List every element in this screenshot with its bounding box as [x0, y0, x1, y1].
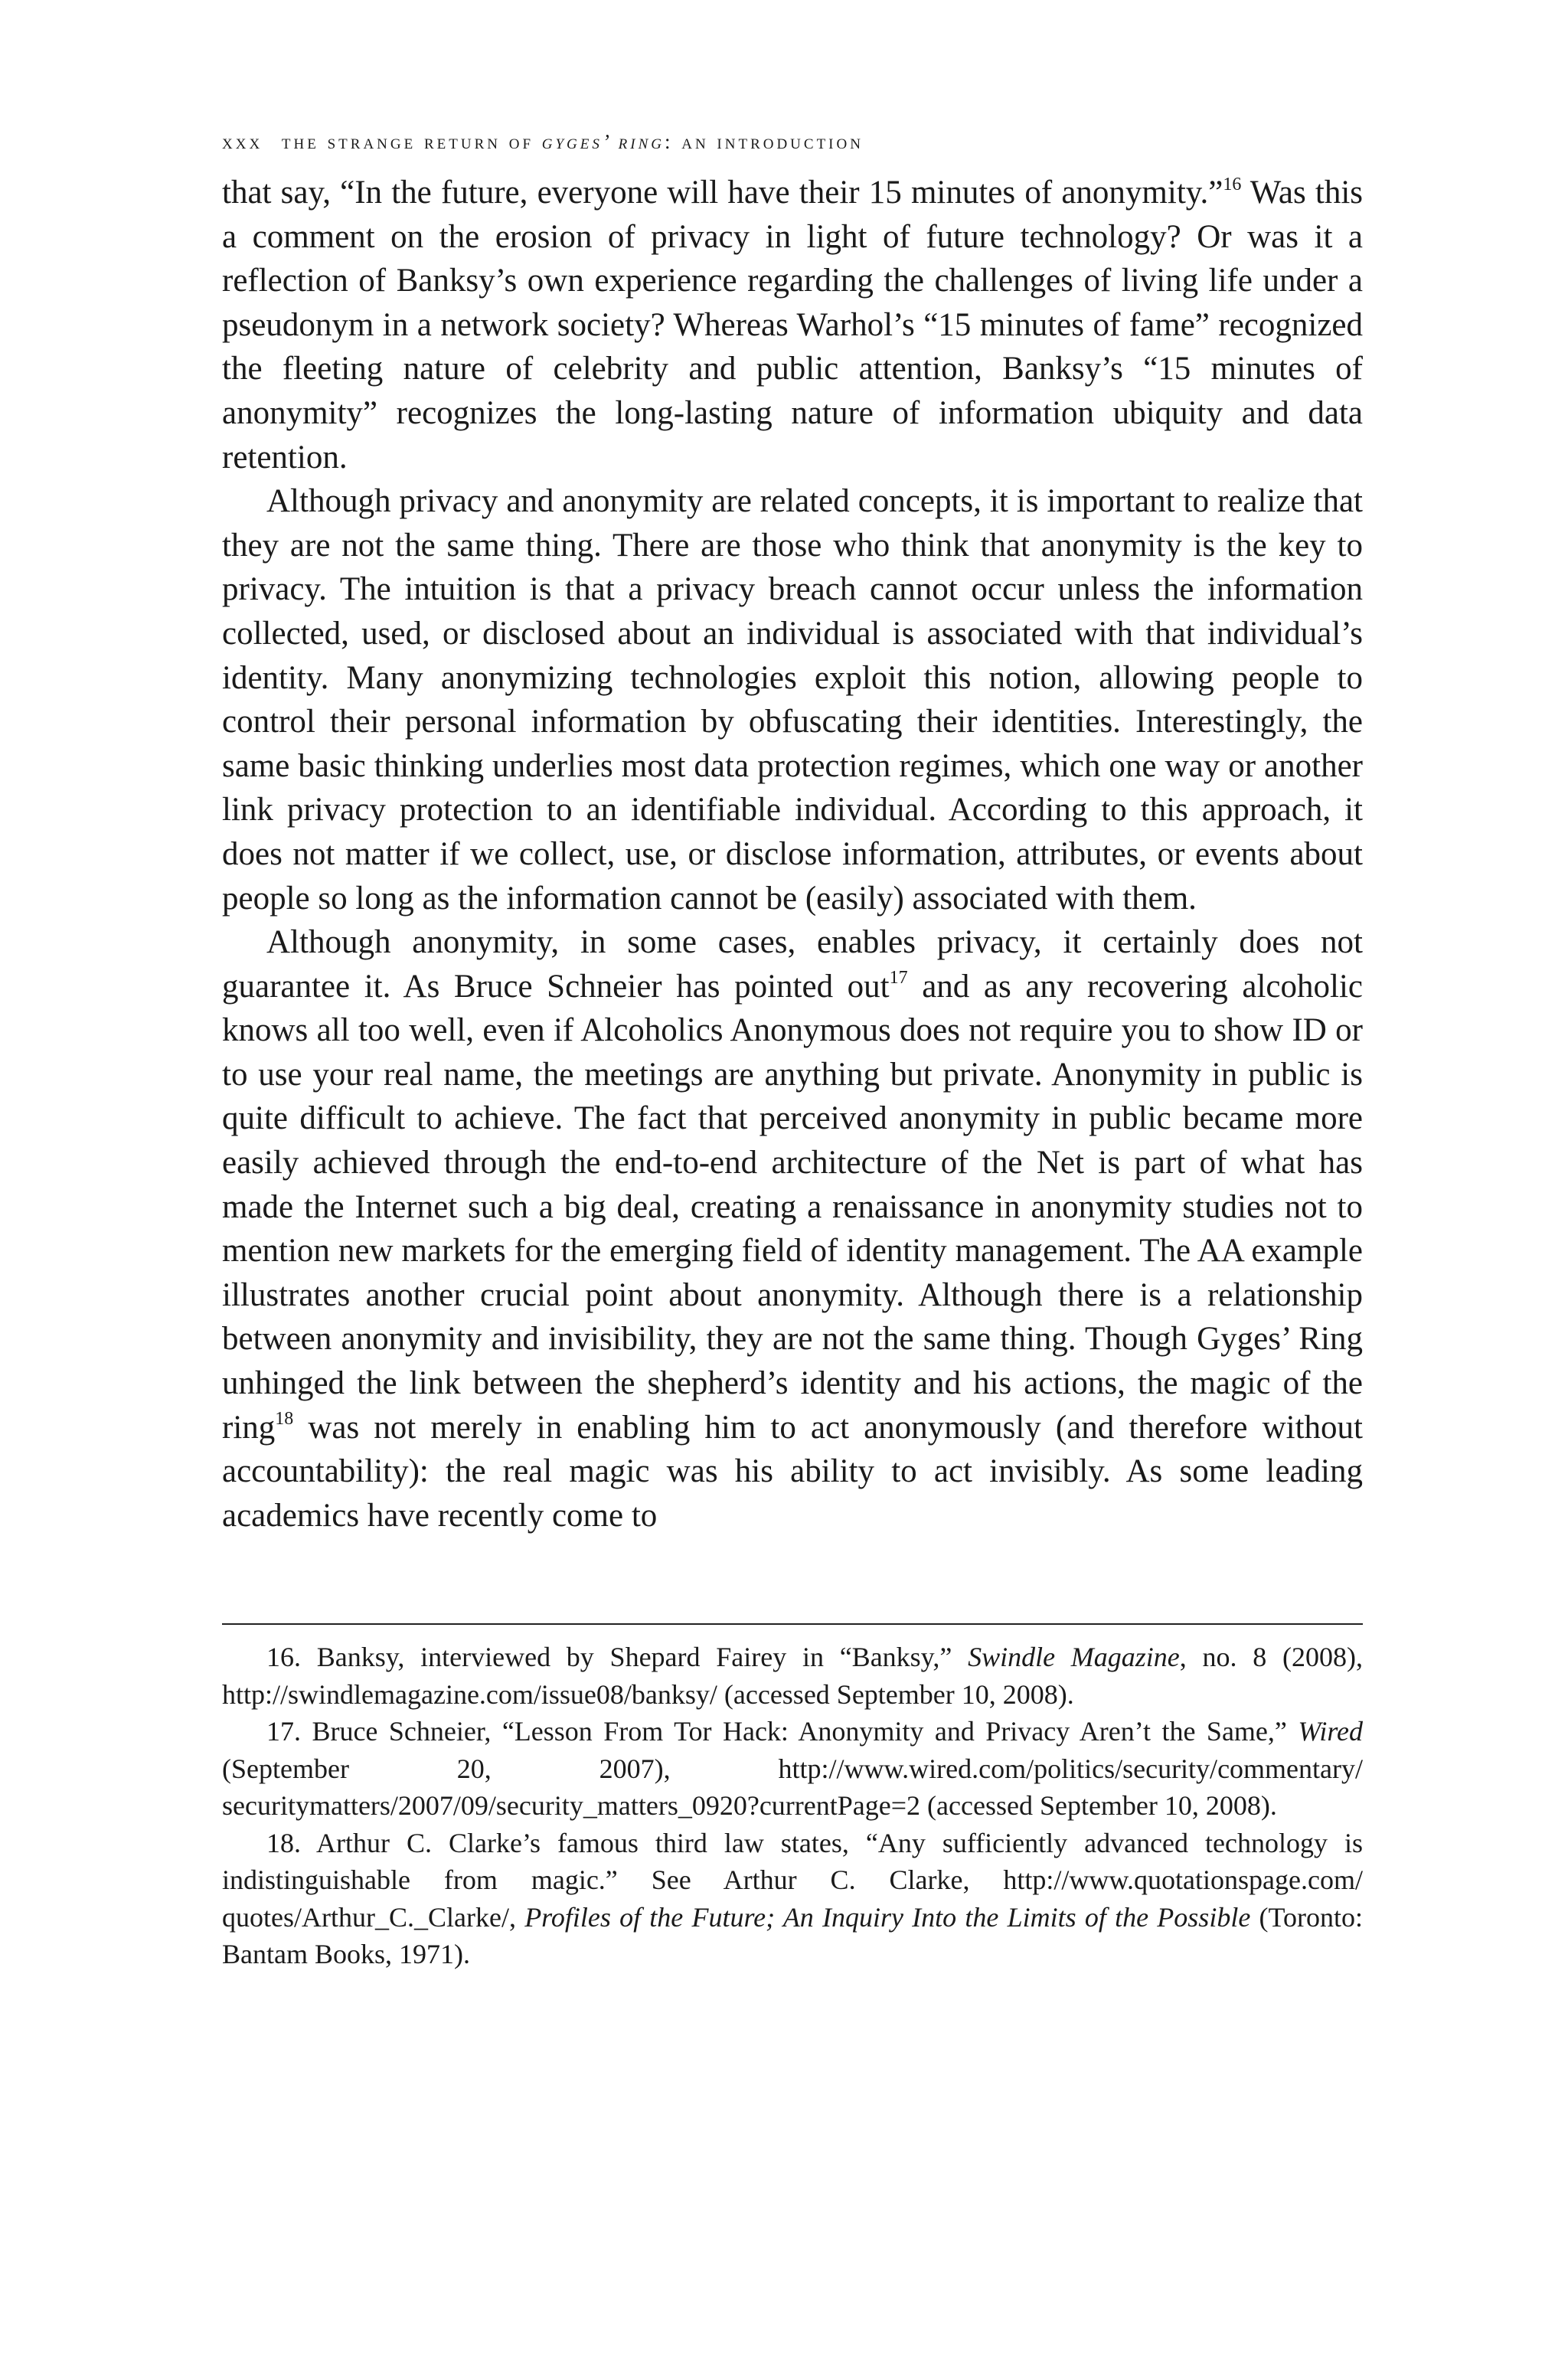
footnote-18-text-end: (Toronto: Bantam Books, 1971).	[222, 1901, 1364, 1970]
footnote-18	[222, 1825, 1363, 1973]
footnote-16	[222, 1639, 1363, 1713]
paragraph-1	[222, 171, 1363, 479]
paragraph-2: Although privacy and anonymity are related concepts, it is important to realize that they are not the same thing. There are those who think that anonymity is the key to privacy. The intuition is that a privacy breach cannot occur unless the information collected, used, or disclosed about an individual is associated with that individual’s identity. Many anonymizing technologies exploit this notion, allowing people to control their personal information by obfuscating their identities. Interestingly, the same basic thinking underlies most data protection regimes, which one way or another link privacy protection to an identifiable individual. According to this approach, it does not matter if we collect, use, or disclose information, attributes, or events about people so long as the information cannot be (easily) associated with them.	[222, 483, 1363, 917]
footnote-17-text: 17. Bruce Schneier, “Lesson From Tor Hack: Anonymity and Privacy Aren’t the Same,”	[266, 1716, 1298, 1747]
running-head-title-end: : an introduction	[664, 130, 864, 153]
footnote-17	[222, 1713, 1363, 1825]
paragraph-3-text: Although anonymity, in some cases, enables privacy, it certainly does not guarantee it. As Bruce Schneier has pointed out	[222, 924, 1363, 1005]
footnote-ref-18[interactable]: 18	[275, 1409, 294, 1430]
running-head-title: the strange return of	[281, 130, 534, 153]
footnotes	[222, 1639, 1363, 1973]
paragraph-3-text-cont: and as any recovering alcoholic knows all too well, even if Alcoholics Anonymous does not require you to show ID or to use your real name, the meetings are anything but private. Anonymity in public is quite difficult to achieve. The fact that perceived anonymity in public became more easily achieved through the end-to-end architecture of the Net is part of what has made the Internet such a big deal, creating a renaissance in anonymity studies not to mention new markets for the emerging field of identity management. The AA example illustrates another crucial point about anonymity. Although there is a relationship between anonymity and invisibility, they are not the same thing. Though Gyges’ Ring unhinged the link between the shepherd’s identity and his actions, the magic of the ring	[222, 968, 1363, 1446]
footnote-17-italic: Wired	[1298, 1716, 1363, 1747]
footnote-16-text: 16. Banksy, interviewed by Shepard Fairey in “Banksy,”	[266, 1642, 969, 1673]
footnote-ref-16[interactable]: 16	[1223, 174, 1242, 194]
paragraph-3	[222, 920, 1363, 1538]
page-number: xxx	[222, 130, 263, 153]
body-text	[222, 171, 1363, 1538]
footnote-ref-17[interactable]: 17	[889, 968, 908, 989]
footnote-18-italic: Profiles of the Future; An Inquiry Into the Limits of the Possible	[524, 1901, 1251, 1933]
paragraph-3-text-end: was not merely in enabling him to act anonymously (and therefore without accountability): the real magic was his ability to act invisibly. As some leading academics have recently come to	[222, 1409, 1363, 1534]
footnote-16-text-end: , no. 8 (2008), http://swindlemagazine.com/issue08/banksy/ (accessed September 10, 2008).	[222, 1642, 1363, 1710]
footnote-16-italic: Swindle Magazine	[968, 1642, 1180, 1673]
paragraph-1-text-cont: Was this a comment on the erosion of privacy in light of future technology? Or was it a reflection of Banksy’s own experience regarding the challenges of living life under a pseudonym in a network society? Whereas Warhol’s “15 minutes of fame” recognized the fleeting nature of celebrity and public attention, Banksy’s “15 minutes of anonymity” recognizes the long-lasting nature of information ubiquity and data retention.	[222, 175, 1364, 475]
book-page	[222, 130, 1363, 1973]
footnote-17-text-end: (September 20, 2007), http://www.wired.com/politics/security/commentary/ securitymatters/2007/09/security_matters_0920?currentPage=2 (accessed September 10, 2008).	[222, 1753, 1363, 1822]
footnote-divider	[222, 1623, 1363, 1625]
running-head	[222, 130, 1363, 154]
paragraph-1-text: that say, “In the future, everyone will have their 15 minutes of anonymity.”	[222, 175, 1223, 211]
footnote-18-text: 18. Arthur C. Clarke’s famous third law states, “Any sufficiently advanced technology is indistinguishable from magic.” See Arthur C. Clarke, http://www.quotationspage.com/ quotes/Arthur_C._Clarke/,	[222, 1827, 1363, 1933]
running-head-title-italic: gyges’ ring	[541, 130, 665, 153]
